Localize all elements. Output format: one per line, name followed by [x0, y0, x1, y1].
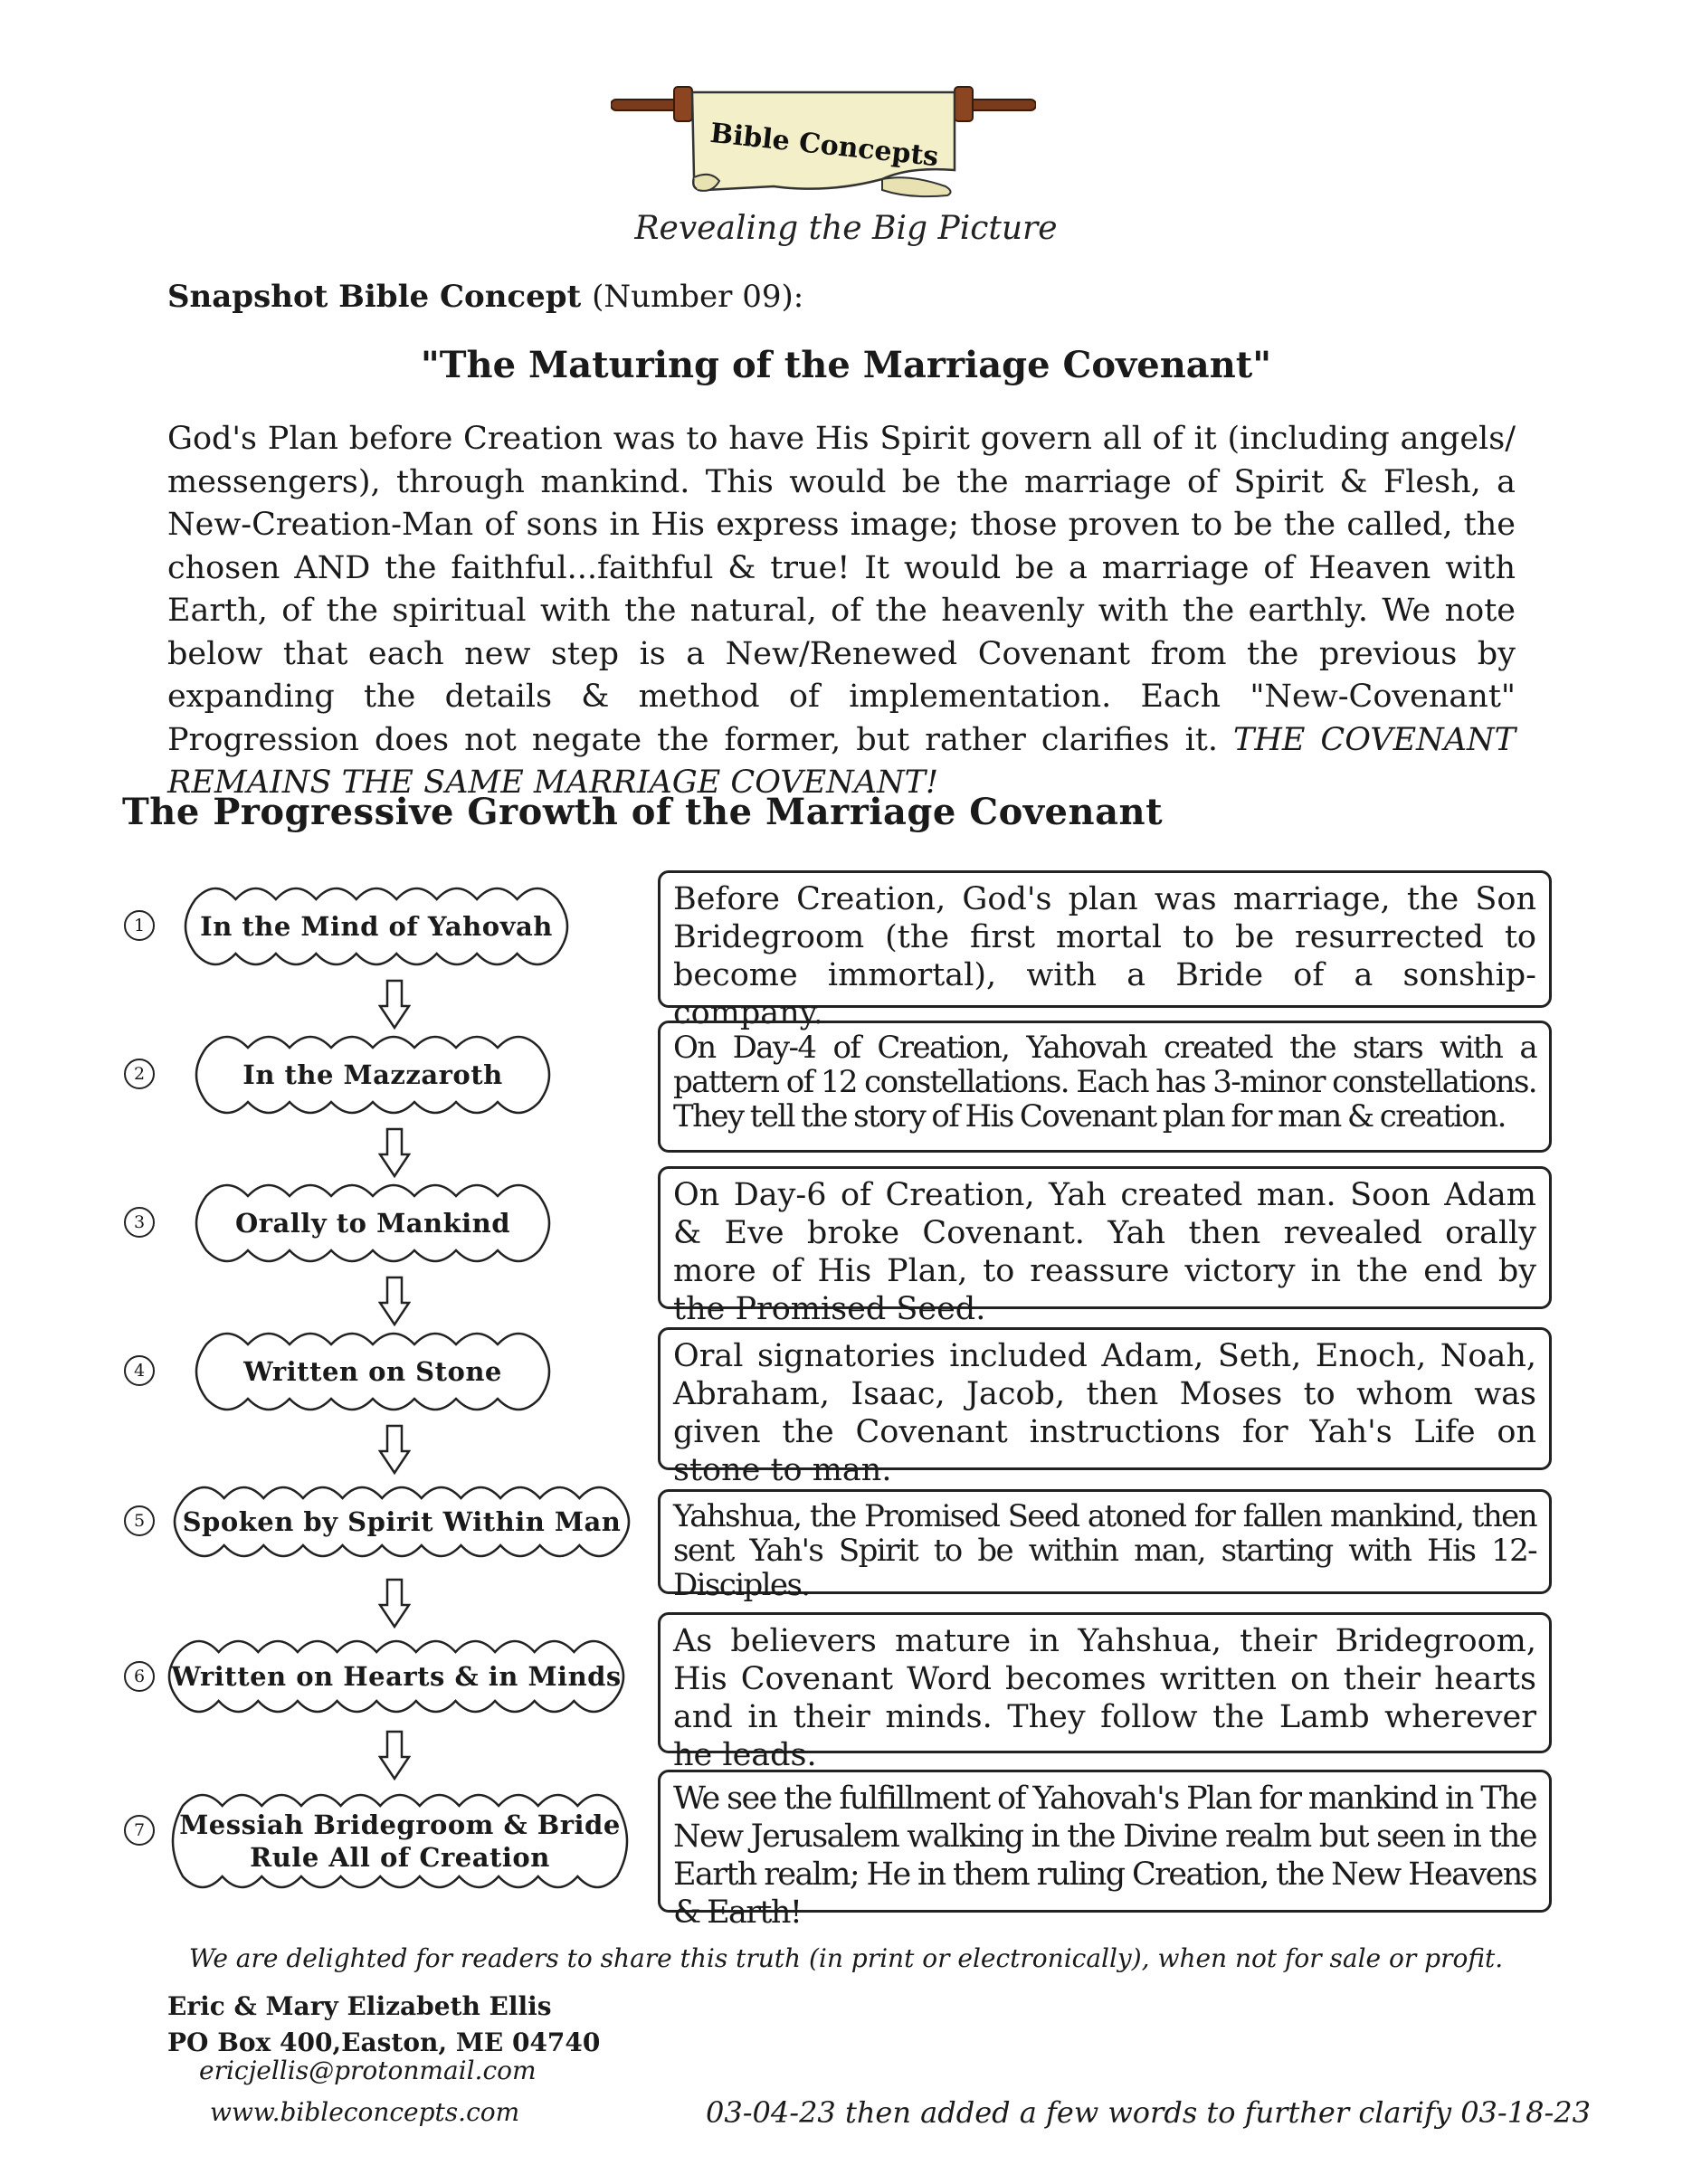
- step-number-3: 3: [124, 1207, 155, 1238]
- step-label-6: Written on Hearts & in Minds: [171, 1661, 622, 1692]
- step-number-5: 5: [124, 1505, 155, 1536]
- down-arrow-icon: [378, 1276, 411, 1326]
- step-label-7: [168, 1788, 632, 1894]
- step-label-2: In the Mazzaroth: [242, 1059, 503, 1090]
- step-cloud-3: [192, 1178, 554, 1268]
- step-number-1: 1: [124, 910, 155, 941]
- step-description-6: As believers mature in Yahshua, their Bridegroom, His Covenant Word becomes written on their hearts and in their minds. They follow the Lamb wherever he leads.: [658, 1612, 1552, 1753]
- step-cloud-6: [165, 1634, 628, 1719]
- step-cloud-4: [192, 1326, 554, 1417]
- down-arrow-icon: [378, 1424, 411, 1475]
- intro-emphasis: THE COVENANT REMAINS THE SAME MARRIAGE COVENANT!: [167, 721, 1516, 801]
- step-cloud-2: [192, 1030, 554, 1120]
- step-number-7: 7: [124, 1815, 155, 1846]
- step-description-7: We see the fulfillment of Yahovah's Plan for mankind in The New Jerusalem walking in the Divine realm but seen in the Earth realm; He in them ruling Creation, the New Heavens & Earth!: [658, 1770, 1552, 1913]
- snapshot-number: (Number 09):: [592, 279, 804, 315]
- email-link[interactable]: ericjellis@protonmail.com: [199, 2056, 537, 2085]
- tagline: Revealing the Big Picture: [634, 210, 1058, 247]
- date-note: 03-04-23 then added a few words to further clarify 03-18-23: [706, 2095, 1591, 2130]
- step-label-7-line1: Messiah Bridegroom & Bride: [179, 1809, 621, 1840]
- step-cloud-7: [168, 1788, 632, 1894]
- step-description-3: On Day-6 of Creation, Yah created man. Soon Adam & Eve broke Covenant. Yah then revealed orally more of His Plan, to reassure victory in the end by the Promised Seed.: [658, 1166, 1552, 1309]
- logo-text: Bible Concepts: [708, 117, 940, 174]
- snapshot-title: Snapshot Bible Concept: [167, 279, 582, 315]
- contact-address: [167, 1989, 600, 2061]
- snapshot-label: [167, 279, 803, 315]
- step-description-4: Oral signatories included Adam, Seth, Enoch, Noah, Abraham, Isaac, Jacob, then Moses to whom was given the Covenant instructions for Yah's Life on stone to man.: [658, 1327, 1552, 1470]
- scroll-icon: [611, 80, 1036, 202]
- share-note: We are delighted for readers to share this truth (in print or electronically), when not for sale or profit.: [188, 1943, 1504, 1973]
- page-title: "The Maturing of the Marriage Covenant": [420, 344, 1272, 386]
- down-arrow-icon: [378, 1730, 411, 1780]
- bible-concepts-logo: [611, 80, 1036, 202]
- step-description-1: Before Creation, God's plan was marriage, the Son Bridegroom (the first mortal to be resurrected to become immortal), with a Bride of a sonship-company.: [658, 870, 1552, 1008]
- step-number-2: 2: [124, 1059, 155, 1089]
- postal-address: PO Box 400,Easton, ME 04740: [167, 2027, 601, 2057]
- step-number-4: 4: [124, 1355, 155, 1386]
- step-cloud-1: [181, 881, 572, 972]
- step-label-3: Orally to Mankind: [234, 1208, 511, 1239]
- step-label-5: Spoken by Spirit Within Man: [182, 1506, 622, 1537]
- step-cloud-5: [170, 1480, 633, 1563]
- step-label-1: In the Mind of Yahovah: [200, 911, 553, 942]
- website-link[interactable]: www.bibleconcepts.com: [210, 2097, 520, 2127]
- down-arrow-icon: [378, 1127, 411, 1178]
- section-title: The Progressive Growth of the Marriage Covenant: [122, 791, 1164, 833]
- down-arrow-icon: [378, 1578, 411, 1629]
- step-label-7-line2: Rule All of Creation: [250, 1842, 550, 1873]
- intro-paragraph: [167, 418, 1516, 805]
- author-name: Eric & Mary Elizabeth Ellis: [167, 1991, 552, 2021]
- step-description-2: On Day-4 of Creation, Yahovah created the stars with a pattern of 12 constellations. Each has 3-minor constellations. They tell the story of His Covenant plan for man & creation.: [658, 1021, 1552, 1153]
- step-number-6: 6: [124, 1661, 155, 1692]
- step-description-5: Yahshua, the Promised Seed atoned for fallen mankind, then sent Yah's Spirit to be within man, starting with His 12-Disciples.: [658, 1489, 1552, 1594]
- intro-text: God's Plan before Creation was to have His Spirit govern all of it (including angels/ messengers), through mankind. This would be the marriage of Spirit & Flesh, a New-Creation-Man of sons in His express image; those proven to be the called, the chosen AND the faithful...faithful & true! It would be a marriage of Heaven with Earth, of the spiritual with the natural, of the heavenly with the earthly. We note below that each new step is a New/Renewed Covenant from the previous by expanding the details & method of implementation. Each "New-Covenant" Progression does not negate the former, but rather clarifies it.: [167, 421, 1516, 758]
- down-arrow-icon: [378, 979, 411, 1030]
- step-label-4: Written on Stone: [243, 1356, 502, 1387]
